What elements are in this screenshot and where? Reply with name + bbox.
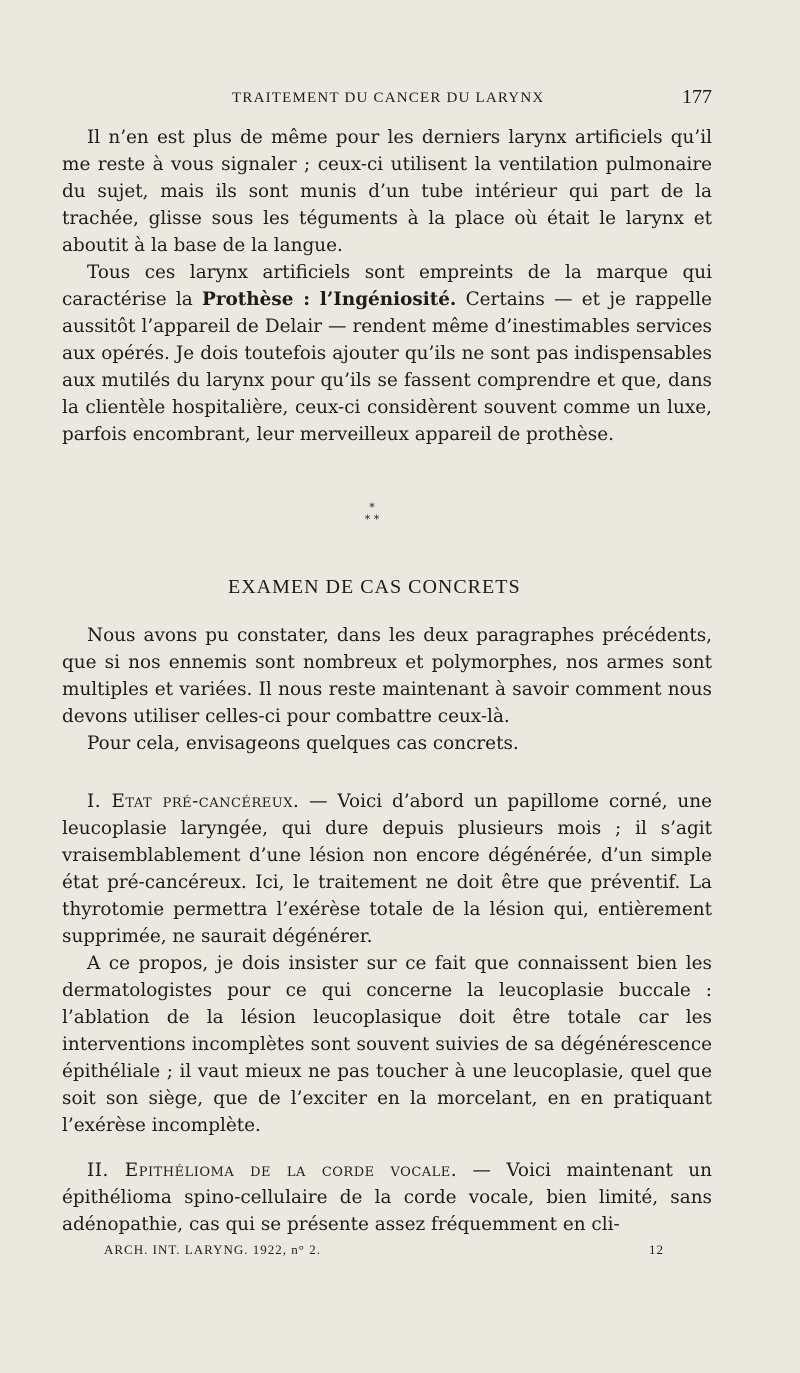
paragraph-concrete-cases: Pour cela, envisageons quelques cas concrets. (87, 733, 519, 754)
text-block-prothese (62, 124, 712, 448)
case-two-label: II. Epithélioma de la corde vocale. (87, 1160, 458, 1181)
paragraph-leucoplasia: A ce propos, je dois insister sur ce fait que connaissent bien les dermatologistes pour ce qui concerne la leucoplasie buccale : l’ablation de la lésion leucoplasique doit être totale car les interventions incomplètes sont souvent suivies de sa dégénérescence épithéliale ; il vaut mieux ne pas toucher à une leucoplasie, quel que soit son siège, que de l’exciter en la morcelant, en en pratiquant l’exérèse incomplète. (62, 953, 712, 1136)
paragraph-epithelioma (62, 1157, 712, 1238)
paragraph-precancerous (62, 788, 712, 950)
text-block-case-two (62, 1157, 712, 1238)
paragraph-enemies-arms: Nous avons pu constater, dans les deux paragraphes précédents, que si nos ennemis sont nombreux et polymorphes, nos armes sont multiples et variées. Il nous reste maintenant à savoir comment nous devons utiliser celles-ci pour combattre ceux-là. (62, 625, 712, 727)
page-number: 177 (682, 86, 712, 108)
paragraph-ingenuity-start: Tous ces larynx artificiels sont empreints de la marque qui caractérise la (62, 262, 712, 310)
asterism-bottom: * * (364, 513, 380, 526)
paragraph-ingenuity-end: Certains — et je rappelle aussitôt l’appareil de Delair — rendent même d’inestimables services aux opérés. Je dois toutefois ajouter qu’ils ne sont pas indispensables aux mutilés du larynx pour qu’ils se fassent comprendre et que, dans la clientèle hospitalière, ceux-ci considèrent souvent comme un luxe, parfois encombrant, leur merveilleux appareil de prothèse. (62, 289, 712, 445)
running-header (62, 86, 712, 116)
case-one-label: I. Etat pré-cancéreux. (87, 791, 300, 812)
sheet-number: 12 (649, 1242, 664, 1257)
asterism-separator (357, 502, 387, 526)
emphasis-prothese: Prothèse : l’Ingéniosité. (201, 289, 457, 310)
text-block-intro (62, 622, 712, 757)
journal-signature: ARCH. INT. LARYNG. 1922, n° 2. (104, 1242, 321, 1257)
case-one-text: — Voici d’abord un papillome corné, une leucoplasie laryngée, qui dure depuis plusieurs mois ; il s’agit vraisemblablement d’une lésion non encore dégénérée, d’un simple état pré-cancéreux. Ici, le traitement ne doit être que préventif. La thyrotomie permettra l’exérèse totale de la lésion qui, entièrement supprimée, ne saurait dégénérer. (62, 791, 712, 947)
case-two-text: — Voici maintenant un épithélioma spino-cellulaire de la corde vocale, bien limité, sans adénopathie, cas qui se présente assez fréquemment en cli- (62, 1160, 712, 1235)
page-footer (104, 1242, 664, 1262)
text-block-case-one (62, 788, 712, 1139)
paragraph-ingenuity (62, 259, 712, 448)
paragraph-artificial-larynx: Il n’en est plus de même pour les derniers larynx artificiels qu’il me reste à vous signaler ; ceux-ci utilisent la ventilation pulmonaire du sujet, mais ils sont munis d’un tube intérieur qui part de la trachée, glisse sous les téguments à la place où était le larynx et aboutit à la base de la langue. (62, 127, 712, 256)
section-heading: EXAMEN DE CAS CONCRETS (228, 576, 521, 598)
running-title: TRAITEMENT DU CANCER DU LARYNX (232, 90, 545, 106)
asterism-top: * (369, 501, 375, 514)
